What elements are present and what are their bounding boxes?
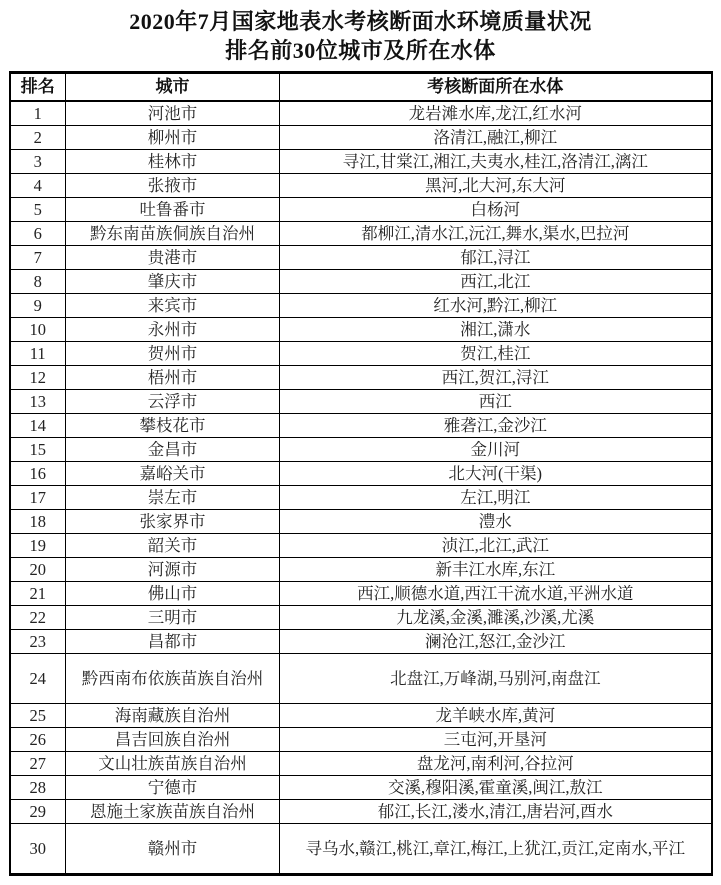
rank-cell: 5 (10, 198, 66, 222)
city-cell: 三明市 (66, 606, 280, 630)
rank-cell: 11 (10, 342, 66, 366)
rank-cell: 17 (10, 486, 66, 510)
rank-cell: 23 (10, 630, 66, 654)
document-title (0, 0, 721, 65)
waters-cell: 金川河 (280, 438, 712, 462)
table-row (10, 294, 712, 318)
city-cell: 恩施土家族苗族自治州 (66, 800, 280, 824)
table-row (10, 534, 712, 558)
rank-cell: 16 (10, 462, 66, 486)
rank-cell: 19 (10, 534, 66, 558)
city-cell: 云浮市 (66, 390, 280, 414)
table-row (10, 510, 712, 534)
table-row (10, 800, 712, 824)
rank-cell: 30 (10, 824, 66, 875)
header-city: 城市 (66, 73, 280, 102)
city-cell: 桂林市 (66, 150, 280, 174)
rank-cell: 14 (10, 414, 66, 438)
waters-cell: 寻乌水,赣江,桃江,章江,梅江,上犹江,贡江,定南水,平江 (280, 824, 712, 875)
waters-cell: 湘江,潇水 (280, 318, 712, 342)
city-cell: 河源市 (66, 558, 280, 582)
rank-cell: 29 (10, 800, 66, 824)
waters-cell: 龙岩滩水库,龙江,红水河 (280, 101, 712, 126)
city-cell: 柳州市 (66, 126, 280, 150)
waters-cell: 西江,北江 (280, 270, 712, 294)
header-waters: 考核断面所在水体 (280, 73, 712, 102)
rank-cell: 9 (10, 294, 66, 318)
title-line-2: 排名前30位城市及所在水体 (225, 38, 496, 63)
table-row (10, 222, 712, 246)
header-row (10, 73, 712, 102)
table-row (10, 101, 712, 126)
waters-cell: 龙羊峡水库,黄河 (280, 704, 712, 728)
table-row (10, 824, 712, 875)
waters-cell: 西江,贺江,浔江 (280, 366, 712, 390)
table-row (10, 318, 712, 342)
city-cell: 张掖市 (66, 174, 280, 198)
city-cell: 韶关市 (66, 534, 280, 558)
table-row (10, 704, 712, 728)
waters-cell: 浈江,北江,武江 (280, 534, 712, 558)
waters-cell: 三屯河,开垦河 (280, 728, 712, 752)
table-row (10, 342, 712, 366)
city-cell: 贵港市 (66, 246, 280, 270)
city-cell: 黔西南布依族苗族自治州 (66, 654, 280, 704)
rank-cell: 2 (10, 126, 66, 150)
table-row (10, 630, 712, 654)
city-cell: 梧州市 (66, 366, 280, 390)
header-rank: 排名 (10, 73, 66, 102)
waters-cell: 寻江,甘棠江,湘江,夫夷水,桂江,洛清江,漓江 (280, 150, 712, 174)
waters-cell: 北大河(干渠) (280, 462, 712, 486)
table-row (10, 606, 712, 630)
table-row (10, 366, 712, 390)
table-row (10, 390, 712, 414)
waters-cell: 贺江,桂江 (280, 342, 712, 366)
waters-cell: 九龙溪,金溪,濉溪,沙溪,尤溪 (280, 606, 712, 630)
table-row (10, 270, 712, 294)
waters-cell: 黑河,北大河,东大河 (280, 174, 712, 198)
rank-cell: 4 (10, 174, 66, 198)
table-row (10, 752, 712, 776)
waters-cell: 郁江,长江,溇水,清江,唐岩河,酉水 (280, 800, 712, 824)
rank-cell: 10 (10, 318, 66, 342)
waters-cell: 洛清江,融江,柳江 (280, 126, 712, 150)
city-cell: 来宾市 (66, 294, 280, 318)
waters-cell: 郁江,浔江 (280, 246, 712, 270)
waters-cell: 都柳江,清水江,沅江,舞水,渠水,巴拉河 (280, 222, 712, 246)
rank-cell: 24 (10, 654, 66, 704)
city-cell: 吐鲁番市 (66, 198, 280, 222)
waters-cell: 红水河,黔江,柳江 (280, 294, 712, 318)
waters-cell: 澜沧江,怒江,金沙江 (280, 630, 712, 654)
city-cell: 黔东南苗族侗族自治州 (66, 222, 280, 246)
waters-cell: 白杨河 (280, 198, 712, 222)
waters-cell: 新丰江水库,东江 (280, 558, 712, 582)
city-cell: 宁德市 (66, 776, 280, 800)
table-row (10, 126, 712, 150)
rank-cell: 15 (10, 438, 66, 462)
table-row (10, 462, 712, 486)
rank-cell: 3 (10, 150, 66, 174)
city-cell: 崇左市 (66, 486, 280, 510)
rank-cell: 25 (10, 704, 66, 728)
city-cell: 河池市 (66, 101, 280, 126)
table-row (10, 558, 712, 582)
rank-cell: 7 (10, 246, 66, 270)
table-row (10, 486, 712, 510)
waters-cell: 盘龙河,南利河,谷拉河 (280, 752, 712, 776)
rank-cell: 20 (10, 558, 66, 582)
city-cell: 金昌市 (66, 438, 280, 462)
rank-cell: 13 (10, 390, 66, 414)
rank-cell: 18 (10, 510, 66, 534)
table-body (10, 101, 712, 875)
rank-cell: 21 (10, 582, 66, 606)
city-cell: 攀枝花市 (66, 414, 280, 438)
table-row (10, 582, 712, 606)
city-cell: 昌都市 (66, 630, 280, 654)
water-quality-ranking-table (9, 71, 713, 876)
waters-cell: 西江,顺德水道,西江干流水道,平洲水道 (280, 582, 712, 606)
rank-cell: 1 (10, 101, 66, 126)
table-row (10, 198, 712, 222)
city-cell: 海南藏族自治州 (66, 704, 280, 728)
waters-cell: 北盘江,万峰湖,马别河,南盘江 (280, 654, 712, 704)
city-cell: 文山壮族苗族自治州 (66, 752, 280, 776)
title-line-1: 2020年7月国家地表水考核断面水环境质量状况 (129, 9, 592, 34)
rank-cell: 6 (10, 222, 66, 246)
rank-cell: 26 (10, 728, 66, 752)
table-row (10, 174, 712, 198)
waters-cell: 雅砻江,金沙江 (280, 414, 712, 438)
waters-cell: 交溪,穆阳溪,霍童溪,闽江,敖江 (280, 776, 712, 800)
rank-cell: 8 (10, 270, 66, 294)
waters-cell: 西江 (280, 390, 712, 414)
city-cell: 张家界市 (66, 510, 280, 534)
table-row (10, 150, 712, 174)
rank-cell: 27 (10, 752, 66, 776)
waters-cell: 左江,明江 (280, 486, 712, 510)
table-row (10, 776, 712, 800)
city-cell: 贺州市 (66, 342, 280, 366)
table-row (10, 654, 712, 704)
rank-cell: 12 (10, 366, 66, 390)
city-cell: 赣州市 (66, 824, 280, 875)
rank-cell: 22 (10, 606, 66, 630)
city-cell: 嘉峪关市 (66, 462, 280, 486)
city-cell: 永州市 (66, 318, 280, 342)
city-cell: 佛山市 (66, 582, 280, 606)
rank-cell: 28 (10, 776, 66, 800)
waters-cell: 澧水 (280, 510, 712, 534)
city-cell: 昌吉回族自治州 (66, 728, 280, 752)
table-row (10, 438, 712, 462)
table-row (10, 728, 712, 752)
city-cell: 肇庆市 (66, 270, 280, 294)
table-row (10, 246, 712, 270)
table-row (10, 414, 712, 438)
